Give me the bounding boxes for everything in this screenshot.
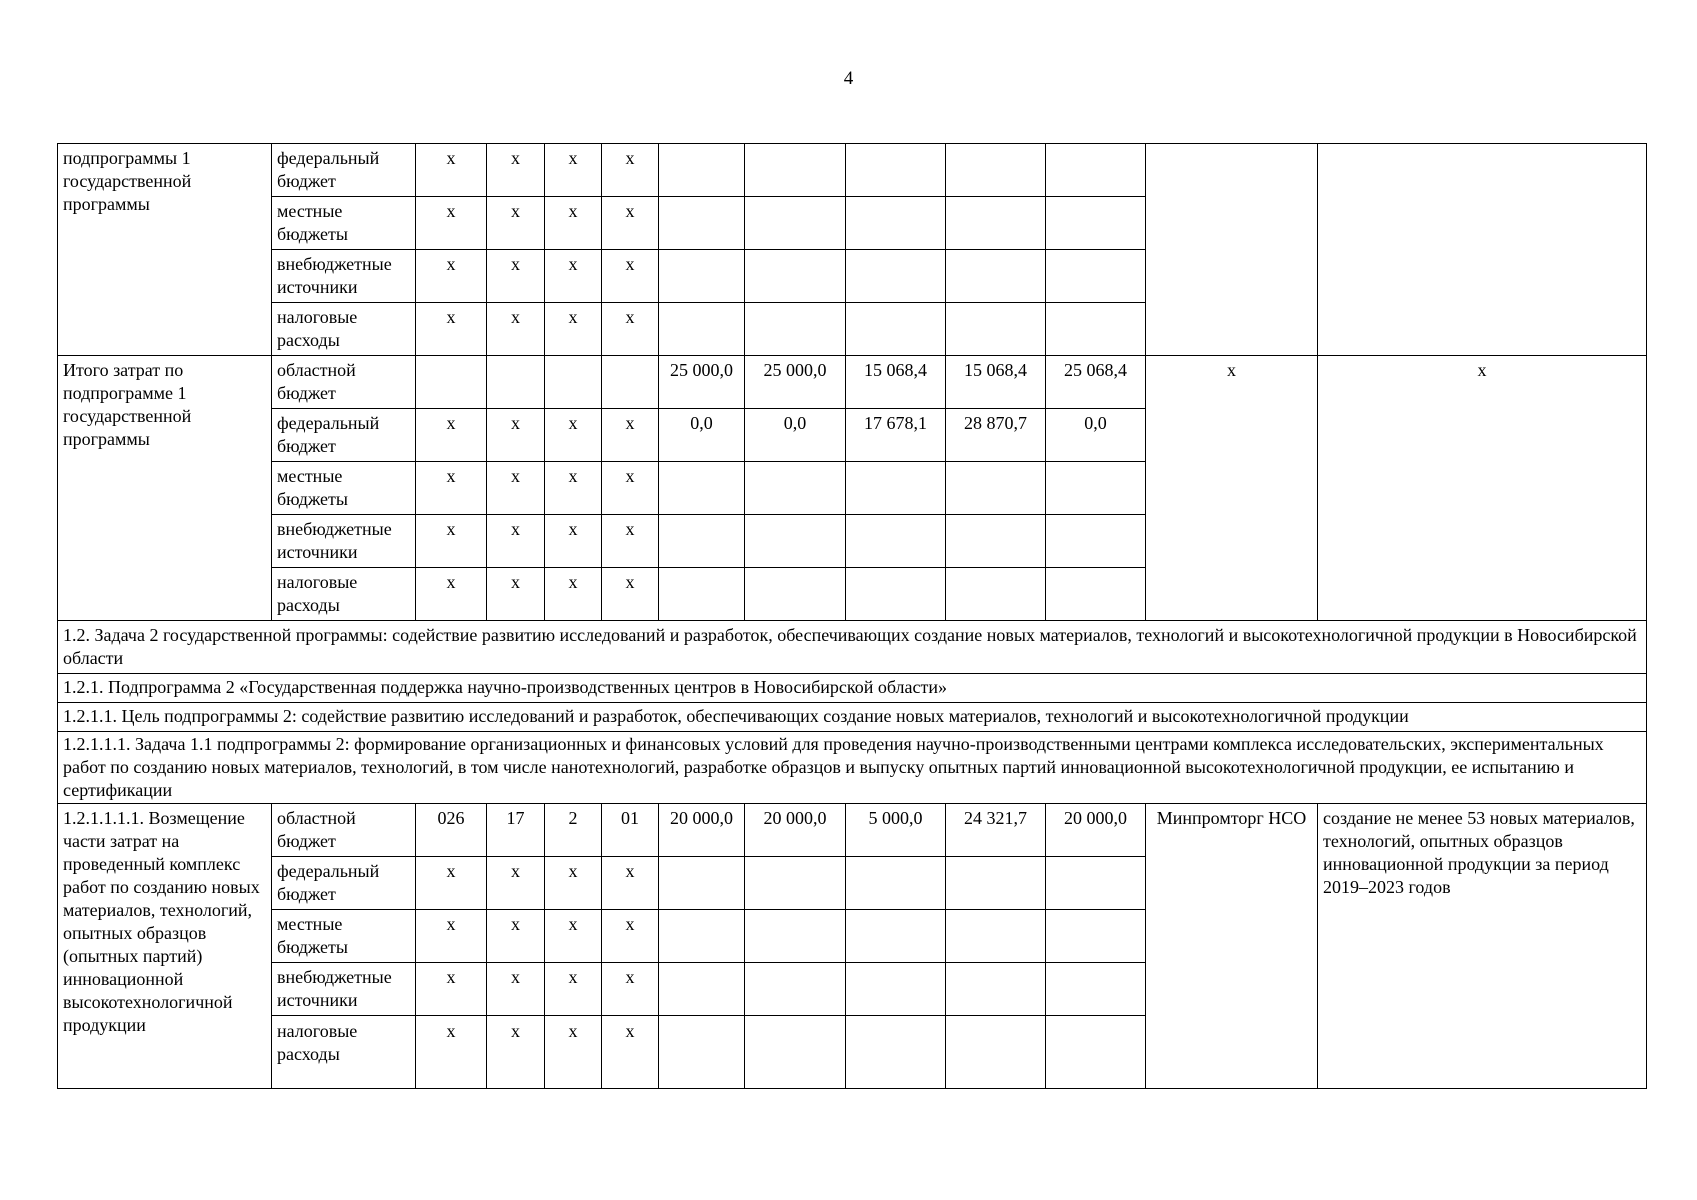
funding-source: федеральный бюджет — [272, 857, 416, 910]
budget-code-cell: x — [487, 515, 545, 568]
amount-cell — [946, 250, 1046, 303]
budget-code-cell: x — [487, 303, 545, 356]
budget-code-cell: x — [602, 515, 659, 568]
amount-cell — [659, 250, 745, 303]
budget-code-cell: x — [602, 409, 659, 462]
table-row — [58, 804, 1647, 857]
amount-cell — [846, 144, 946, 197]
budget-code-cell: x — [545, 303, 602, 356]
amount-cell — [946, 303, 1046, 356]
executor-cell: Минпромторг НСО — [1146, 804, 1318, 1089]
amount-cell: 25 000,0 — [659, 356, 745, 409]
budget-code-cell: 026 — [416, 804, 487, 857]
amount-cell — [1046, 197, 1146, 250]
section-heading: 1.2.1.1.1. Задача 1.1 подпрограммы 2: формирование организационных и финансовых условий для проведения научно-производственными центрами комплекса исследовательских, экспериментальных работ по созданию новых материалов, технологий, в том числе нанотехнологий, разработке образцов и выпуску опытных партий инновационной высокотехнологичной продукции, ее испытанию и сертификации — [58, 732, 1647, 804]
amount-cell — [1046, 910, 1146, 963]
budget-code-cell: 2 — [545, 804, 602, 857]
result-cell: создание не менее 53 новых материалов, технологий, опытных образцов инновационной продукции за период 2019–2023 годов — [1318, 804, 1647, 1089]
section-heading: 1.2.1.1. Цель подпрограммы 2: содействие развитию исследований и разработок, обеспечивающих создание новых материалов, технологий и высокотехнологичной продукции — [58, 703, 1647, 732]
budget-code-cell: x — [416, 303, 487, 356]
budget-code-cell: x — [545, 144, 602, 197]
executor-cell: x — [1146, 356, 1318, 621]
activity-label: подпрограммы 1 государственной программы — [58, 144, 272, 356]
activity-label: Итого затрат по подпрограмме 1 государственной программы — [58, 356, 272, 621]
funding-source: налоговые расходы — [272, 303, 416, 356]
amount-cell: 15 068,4 — [846, 356, 946, 409]
amount-cell — [745, 462, 846, 515]
budget-code-cell — [545, 356, 602, 409]
funding-source: федеральный бюджет — [272, 409, 416, 462]
budget-code-cell: x — [416, 409, 487, 462]
budget-code-cell: x — [602, 197, 659, 250]
amount-cell: 20 000,0 — [659, 804, 745, 857]
budget-code-cell: x — [487, 910, 545, 963]
amount-cell — [946, 910, 1046, 963]
budget-code-cell: x — [416, 250, 487, 303]
amount-cell — [659, 1016, 745, 1089]
budget-code-cell: x — [487, 963, 545, 1016]
budget-code-cell: x — [416, 963, 487, 1016]
amount-cell — [1046, 303, 1146, 356]
amount-cell — [659, 197, 745, 250]
budget-code-cell: x — [416, 857, 487, 910]
budget-code-cell: x — [416, 910, 487, 963]
amount-cell — [745, 1016, 846, 1089]
amount-cell — [659, 910, 745, 963]
budget-code-cell: x — [487, 197, 545, 250]
amount-cell — [745, 857, 846, 910]
amount-cell — [946, 462, 1046, 515]
amount-cell — [846, 963, 946, 1016]
page-number: 4 — [843, 68, 854, 89]
amount-cell: 15 068,4 — [946, 356, 1046, 409]
amount-cell — [946, 963, 1046, 1016]
section-heading: 1.2. Задача 2 государственной программы: содействие развитию исследований и разработок, обеспечивающих создание новых материалов, технологий и высокотехнологичной продукции в Новосибирской области — [58, 621, 1647, 674]
amount-cell — [659, 144, 745, 197]
budget-code-cell: x — [545, 250, 602, 303]
funding-source: внебюджетные источники — [272, 963, 416, 1016]
amount-cell: 0,0 — [1046, 409, 1146, 462]
amount-cell — [846, 1016, 946, 1089]
amount-cell: 24 321,7 — [946, 804, 1046, 857]
funding-source: налоговые расходы — [272, 1016, 416, 1089]
budget-code-cell: x — [602, 1016, 659, 1089]
amount-cell — [659, 303, 745, 356]
section-row — [58, 732, 1647, 804]
funding-source: местные бюджеты — [272, 910, 416, 963]
amount-cell — [1046, 462, 1146, 515]
budget-code-cell: x — [416, 515, 487, 568]
amount-cell — [946, 144, 1046, 197]
amount-cell: 0,0 — [745, 409, 846, 462]
budget-code-cell: x — [487, 568, 545, 621]
budget-code-cell: x — [416, 144, 487, 197]
section-row — [58, 621, 1647, 674]
budget-code-cell: x — [487, 462, 545, 515]
amount-cell — [745, 197, 846, 250]
amount-cell — [745, 515, 846, 568]
section-row — [58, 674, 1647, 703]
budget-code-cell: x — [416, 462, 487, 515]
result-cell: x — [1318, 356, 1647, 621]
amount-cell: 5 000,0 — [846, 804, 946, 857]
budget-code-cell: x — [416, 568, 487, 621]
funding-source: внебюджетные источники — [272, 515, 416, 568]
budget-code-cell: x — [545, 462, 602, 515]
amount-cell — [1046, 568, 1146, 621]
amount-cell — [1046, 1016, 1146, 1089]
amount-cell: 28 870,7 — [946, 409, 1046, 462]
budget-code-cell — [416, 356, 487, 409]
budget-code-cell: x — [545, 857, 602, 910]
budget-code-cell: x — [487, 250, 545, 303]
amount-cell — [946, 1016, 1046, 1089]
amount-cell: 20 000,0 — [1046, 804, 1146, 857]
amount-cell — [846, 568, 946, 621]
budget-code-cell: x — [416, 197, 487, 250]
amount-cell — [659, 515, 745, 568]
table-row — [58, 356, 1647, 409]
amount-cell — [659, 462, 745, 515]
amount-cell — [846, 303, 946, 356]
budget-code-cell: x — [545, 963, 602, 1016]
section-heading: 1.2.1. Подпрограмма 2 «Государственная поддержка научно-производственных центров в Новосибирской области» — [58, 674, 1647, 703]
amount-cell — [659, 568, 745, 621]
budget-code-cell — [487, 356, 545, 409]
budget-code-cell: x — [602, 144, 659, 197]
section-row — [58, 703, 1647, 732]
budget-code-cell: x — [602, 910, 659, 963]
budget-code-cell: x — [545, 515, 602, 568]
budget-code-cell: x — [416, 1016, 487, 1089]
funding-source: областной бюджет — [272, 356, 416, 409]
funding-source: внебюджетные источники — [272, 250, 416, 303]
amount-cell — [745, 303, 846, 356]
amount-cell — [846, 250, 946, 303]
budget-code-cell: 01 — [602, 804, 659, 857]
budget-code-cell: x — [602, 462, 659, 515]
budget-code-cell: x — [487, 1016, 545, 1089]
amount-cell — [1046, 250, 1146, 303]
amount-cell — [846, 515, 946, 568]
budget-code-cell: x — [602, 857, 659, 910]
executor-cell — [1146, 144, 1318, 356]
amount-cell — [846, 910, 946, 963]
budget-code-cell: x — [487, 857, 545, 910]
amount-cell — [946, 197, 1046, 250]
budget-code-cell: x — [545, 910, 602, 963]
budget-code-cell: 17 — [487, 804, 545, 857]
amount-cell — [846, 857, 946, 910]
amount-cell — [659, 963, 745, 1016]
funding-source: местные бюджеты — [272, 197, 416, 250]
amount-cell — [946, 568, 1046, 621]
funding-source: федеральный бюджет — [272, 144, 416, 197]
table-body — [58, 144, 1647, 1089]
amount-cell — [1046, 144, 1146, 197]
amount-cell: 0,0 — [659, 409, 745, 462]
amount-cell: 25 000,0 — [745, 356, 846, 409]
budget-code-cell: x — [545, 1016, 602, 1089]
budget-code-cell: x — [545, 197, 602, 250]
amount-cell — [745, 144, 846, 197]
amount-cell — [1046, 857, 1146, 910]
amount-cell: 20 000,0 — [745, 804, 846, 857]
budget-code-cell: x — [602, 963, 659, 1016]
amount-cell: 25 068,4 — [1046, 356, 1146, 409]
program-table — [57, 143, 1647, 1089]
amount-cell — [846, 462, 946, 515]
table-row — [58, 144, 1647, 197]
result-cell — [1318, 144, 1647, 356]
activity-label: 1.2.1.1.1.1. Возмещение части затрат на проведенный комплекс работ по созданию новых материалов, технологий, опытных образцов (опытных партий) инновационной высокотехнологичной продукции — [58, 804, 272, 1089]
funding-source: налоговые расходы — [272, 568, 416, 621]
amount-cell — [1046, 515, 1146, 568]
amount-cell — [846, 197, 946, 250]
budget-code-cell: x — [602, 303, 659, 356]
amount-cell — [946, 515, 1046, 568]
budget-code-cell: x — [602, 250, 659, 303]
amount-cell — [745, 250, 846, 303]
budget-code-cell: x — [545, 568, 602, 621]
amount-cell — [745, 963, 846, 1016]
amount-cell — [745, 910, 846, 963]
amount-cell — [745, 568, 846, 621]
funding-source: местные бюджеты — [272, 462, 416, 515]
budget-code-cell — [602, 356, 659, 409]
budget-code-cell: x — [545, 409, 602, 462]
amount-cell — [659, 857, 745, 910]
amount-cell — [1046, 963, 1146, 1016]
budget-code-cell: x — [602, 568, 659, 621]
funding-source: областной бюджет — [272, 804, 416, 857]
amount-cell: 17 678,1 — [846, 409, 946, 462]
budget-code-cell: x — [487, 409, 545, 462]
budget-code-cell: x — [487, 144, 545, 197]
amount-cell — [946, 857, 1046, 910]
